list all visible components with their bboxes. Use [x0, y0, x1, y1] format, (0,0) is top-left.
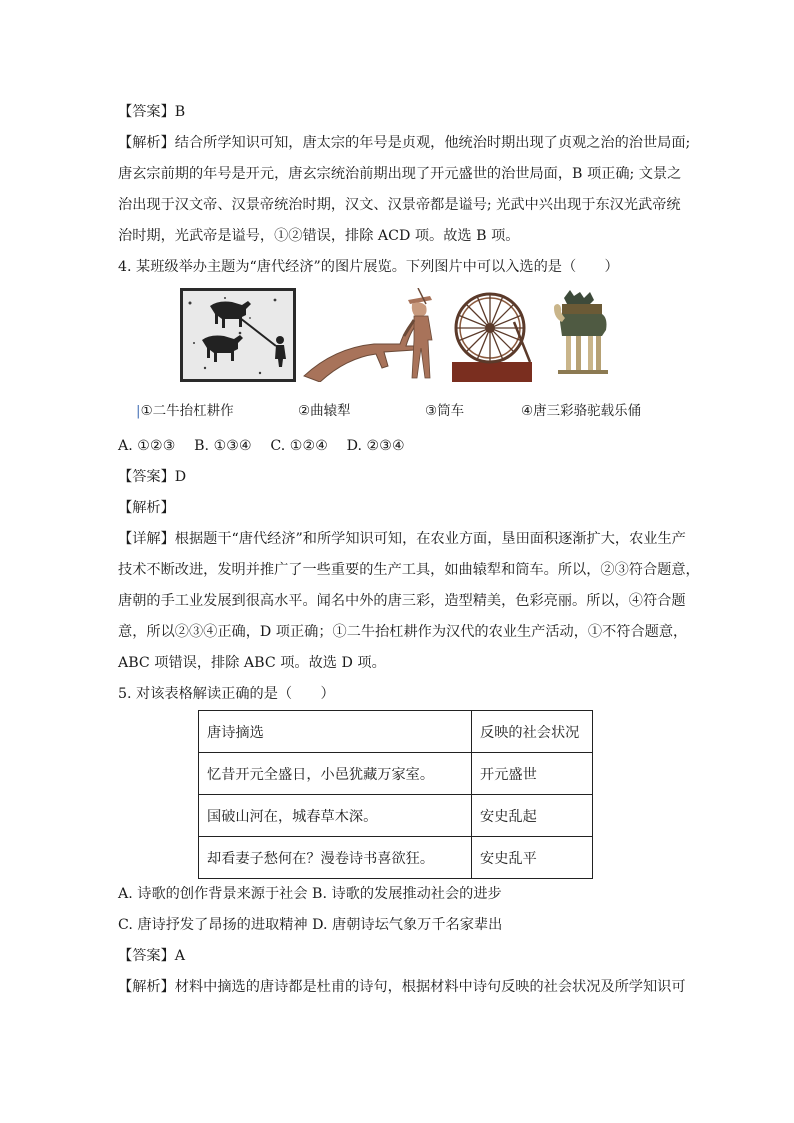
table-cell-poem: 国破山河在，城春草木深。 [199, 795, 472, 837]
poem-table [198, 710, 593, 879]
q4-detail-line-4: 意，所以②③④正确，D 项正确；①二牛抬杠耕作为汉代的农业生产活动，①不符合题意， [118, 624, 688, 640]
q4-detail-line-2: 技术不断改进，发明并推广了一些重要的生产工具，如曲辕犁和筒车。所以，②③符合题意， [118, 562, 700, 578]
caption-sancai-camel: ④唐三彩骆驼载乐俑 [521, 403, 642, 419]
q5-answer: 【答案】A [118, 948, 185, 964]
q4-answer: 【答案】D [118, 469, 187, 485]
q3-analysis-line-2: 唐玄宗前期的年号是开元，唐玄宗统治前期出现了开元盛世的治世局面，B 项正确; 文景之 [118, 166, 682, 182]
table-cell-situation: 安史乱平 [472, 837, 593, 879]
q4-detail-line-5: ABC 项错误，排除 ABC 项。故选 D 项。 [118, 655, 386, 671]
table-cell-poem: 却看妻子愁何在？漫卷诗书喜欲狂。 [199, 837, 472, 879]
sancai-camel-image [548, 288, 620, 382]
table-row [199, 795, 593, 837]
ox-plough-rubbing-image [180, 288, 296, 382]
q4-caption-1 [136, 402, 234, 420]
q5-stem: 5. 对该表格解读正确的是（ ） [118, 686, 335, 702]
caption-marker: | [136, 403, 141, 419]
table-header-cell: 唐诗摘选 [199, 711, 472, 753]
q4-image-row [180, 288, 650, 384]
q4-detail-line-3: 唐朝的手工业发展到很高水平。闻名中外的唐三彩，造型精美，色彩亮丽。所以，④符合题 [118, 593, 686, 609]
caption-curved-plough: ②曲辕犁 [298, 403, 351, 419]
q4-stem: 4. 某班级举办主题为“唐代经济”的图片展览。下列图片中可以入选的是（ ） [118, 259, 619, 275]
table-cell-situation: 安史乱起 [472, 795, 593, 837]
q3-analysis-line-3: 治出现于汉文帝、汉景帝统治时期，汉文、汉景帝都是谥号; 光武中兴出现于东汉光武帝统 [118, 197, 681, 213]
q5-options-line-2: C. 唐诗抒发了昂扬的进取精神 D. 唐朝诗坛气象万千名家辈出 [118, 917, 503, 933]
table-cell-poem: 忆昔开元全盛日，小邑犹藏万家室。 [199, 753, 472, 795]
curved-plough-image [300, 288, 450, 382]
q4-options: A. ①②③ B. ①③④ C. ①②④ D. ②③④ [118, 438, 405, 454]
q5-analysis: 【解析】材料中摘选的唐诗都是杜甫的诗句，根据材料中诗句反映的社会状况及所学知识可 [118, 979, 686, 995]
q4-detail-line-1: 【详解】根据题干“唐代经济”和所学知识可知，在农业方面，垦田面积逐渐扩大，农业生产 [118, 531, 686, 547]
q5-options-line-1: A. 诗歌的创作背景来源于社会 B. 诗歌的发展推动社会的进步 [118, 886, 502, 902]
q3-analysis-line-4: 治时期，光武帝是谥号，①②错误，排除 ACD 项。故选 B 项。 [118, 228, 520, 244]
table-cell-situation: 开元盛世 [472, 753, 593, 795]
caption-ox-plough: ①二牛抬杠耕作 [140, 403, 234, 419]
caption-water-wheel: ③筒车 [425, 403, 465, 419]
table-header-cell: 反映的社会状况 [472, 711, 593, 753]
q3-answer: 【答案】B [118, 104, 186, 120]
water-wheel-image [452, 288, 532, 382]
q3-analysis-line-1: 【解析】结合所学知识可知，唐太宗的年号是贞观，他统治时期出现了贞观之治的治世局面; [118, 135, 691, 151]
table-header-row [199, 711, 593, 753]
table-row [199, 837, 593, 879]
table-row [199, 753, 593, 795]
q4-analysis-heading: 【解析】 [118, 500, 175, 516]
